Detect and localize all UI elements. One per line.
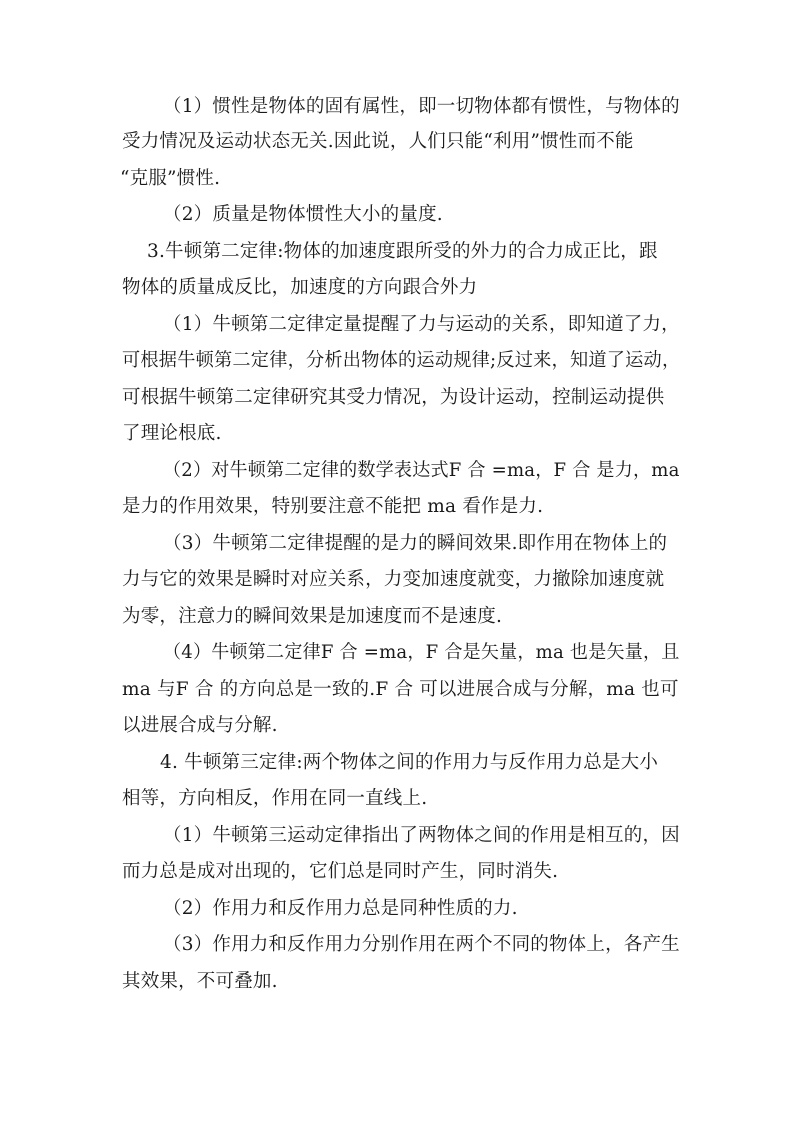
text-line: 可根据牛顿第二定律，分析出物体的运动规律;反过来，知道了运动， [122, 350, 681, 371]
text-line: 相等，方向相反，作用在同一直线上. [122, 788, 428, 809]
text-line: （1）牛顿第二定律定量提醒了力与运动的关系，即知道了力， [163, 314, 680, 335]
text-line: 其效果，不可叠加. [122, 971, 278, 992]
text-line: ma 与F 合 的方向总是一致的.F 合 可以进展合成与分解，ma 也可 [122, 679, 679, 700]
text-line: （2）作用力和反作用力总是同种性质的力. [163, 898, 518, 919]
text-line: （3）作用力和反作用力分别作用在两个不同的物体上，各产生 [163, 934, 680, 955]
text-line: （2）对牛顿第二定律的数学表达式F 合 =ma，F 合 是力，ma [163, 460, 680, 481]
text-line: 力与它的效果是瞬时对应关系，力变加速度就变，力撤除加速度就 [122, 569, 665, 590]
text-line: 为零，注意力的瞬间效果是加速度而不是速度. [122, 606, 503, 627]
text-line: （1）惯性是物体的固有属性，即一切物体都有惯性，与物体的 [163, 96, 680, 117]
text-line: 而力总是成对出现的，它们总是同时产生，同时消失. [122, 861, 559, 882]
text-line: 4. 牛顿第三定律:两个物体之间的作用力与反作用力总是大小 [160, 752, 659, 773]
text-line: 以进展合成与分解. [122, 715, 278, 736]
text-line: 了理论根底. [122, 423, 222, 444]
text-line: （2）质量是物体惯性大小的量度. [163, 204, 443, 225]
text-line: （3）牛顿第二定律提醒的是力的瞬间效果.即作用在物体上的 [163, 533, 668, 554]
text-line: 受力情况及运动状态无关.因此说，人们只能“利用”惯性而不能 [122, 131, 634, 152]
text-line: 3.牛顿第二定律:物体的加速度跟所受的外力的合力成正比，跟 [147, 241, 658, 262]
text-line: （4）牛顿第二定律F 合 =ma，F 合是矢量，ma 也是矢量，且 [163, 642, 680, 663]
text-line: （1）牛顿第三运动定律指出了两物体之间的作用是相互的，因 [163, 825, 680, 846]
text-line: 可根据牛顿第二定律研究其受力情况，为设计运动，控制运动提供 [122, 387, 665, 408]
text-line: 物体的质量成反比，加速度的方向跟合外力 [122, 277, 478, 298]
text-line: 是力的作用效果，特别要注意不能把 ma 看作是力. [122, 496, 544, 517]
text-line: “克服”惯性. [120, 168, 221, 189]
